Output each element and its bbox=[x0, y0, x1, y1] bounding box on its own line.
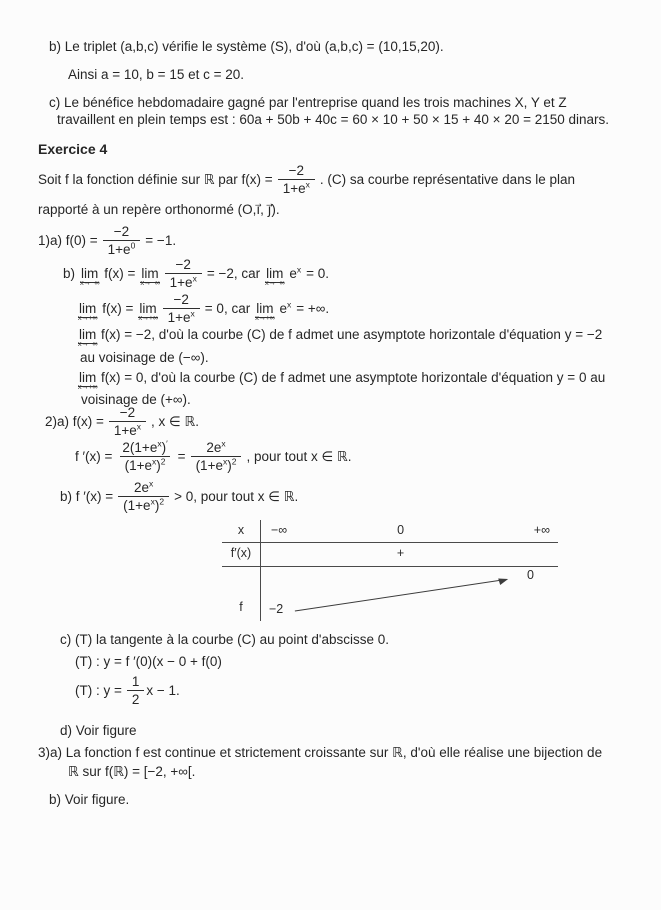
q1b-conclusion2: lim x→+∞ f(x) = 0, d'où la courbe (C) de f admet une asymptote horizontale d'équation y = 0 au bbox=[77, 370, 606, 391]
fraction: $\frac{-2}{1+e^x}$ bbox=[163, 292, 200, 325]
limit-operator: lim x→+∞ bbox=[255, 300, 275, 322]
q3b-line: b) Voir figure. bbox=[49, 792, 130, 807]
limit-subscript: x→−∞ bbox=[79, 277, 100, 287]
q3a-line2: ℝ sur f(ℝ) = [−2, +∞[. bbox=[68, 764, 196, 779]
variation-table-variation-row bbox=[222, 567, 558, 621]
q2a-derivative-line: f ′(x) = $\frac{2(1+e^x)'}{(1+e^x)^2}$ = $\frac{2e^x}{(1+e^x)^2}$ , pour tout x ∈ ℝ. bbox=[75, 438, 352, 473]
q1b-conclusion2b: voisinage de (+∞). bbox=[81, 392, 191, 407]
limit-subscript: x→+∞ bbox=[77, 312, 98, 322]
f-start-value: −2 bbox=[269, 602, 284, 616]
fraction: $\frac{2e^x}{(1+e^x)^2}$ bbox=[118, 480, 169, 513]
fraction: $\frac{2(1+e^x)'}{(1+e^x)^2}$ bbox=[117, 440, 172, 473]
variation-table-header-row bbox=[222, 520, 558, 543]
q1b-limit-line2: lim x→+∞ f(x) = lim x→+∞ $\frac{-2}{1+e^x}$ = 0, car lim x→+∞ $e^x$ = +∞. bbox=[77, 292, 330, 325]
q2b-line: b) f ′(x) = $\frac{2e^x}{(1+e^x)^2}$ > 0, pour tout x ∈ ℝ. bbox=[60, 478, 299, 513]
q1a-line bbox=[38, 224, 176, 257]
q2c-line1: c) (T) la tangente à la courbe (C) au point d'abscisse 0. bbox=[60, 632, 389, 647]
prev-c-line1: c) Le bénéfice hebdomadaire gagné par l'entreprise quand les trois machines X, Y et Z bbox=[49, 95, 567, 110]
limit-subscript: x→−∞ bbox=[265, 277, 285, 287]
limit-subscript: x→+∞ bbox=[77, 382, 98, 391]
prev-c-line2: travaillent en plein temps est : 60a + 50b + 40c = 60 × 10 + 50 × 15 + 40 × 20 = 2150 dinars. bbox=[57, 112, 610, 127]
limit-operator: lim x→−∞ bbox=[77, 327, 98, 348]
prev-ainsi-line: Ainsi a = 10, b = 15 et c = 20. bbox=[68, 67, 244, 82]
limit-subscript: x→+∞ bbox=[138, 312, 158, 322]
fraction: $\frac{-2}{1+e^x}$ bbox=[278, 163, 315, 196]
q3a-line1: 3)a) La fonction f est continue et strictement croissante sur ℝ, d'où elle réalise une bijection de bbox=[38, 745, 603, 760]
limit-subscript: x→−∞ bbox=[140, 277, 160, 287]
q1b-marker: b) bbox=[63, 266, 76, 282]
prev-b-line: b) Le triplet (a,b,c) vérifie le système (S), d'où (a,b,c) = (10,15,20). bbox=[49, 39, 444, 54]
intro-pre: Soit f la fonction définie sur ℝ par f(x) = bbox=[38, 172, 273, 188]
limit-subscript: x→−∞ bbox=[77, 339, 98, 348]
limit-operator: lim x→−∞ bbox=[140, 265, 160, 287]
limit-operator: lim x→+∞ bbox=[77, 370, 98, 391]
q2a-line1: 2)a) f(x) = $\frac{-2}{1+e^x}$ , x ∈ ℝ. bbox=[45, 405, 200, 438]
sign-plus: + bbox=[396, 546, 405, 560]
limit-operator: lim x→−∞ bbox=[265, 265, 285, 287]
q1a-post: = −1. bbox=[145, 233, 177, 249]
q1a-pre: 1)a) f(0) = bbox=[38, 233, 98, 249]
pos-infinity: +∞ bbox=[533, 523, 550, 537]
q2c-line2: (T) : y = f ′(0)(x − 0 + f(0) bbox=[75, 654, 222, 669]
neg-infinity: −∞ bbox=[271, 523, 288, 537]
variation-table bbox=[222, 520, 558, 621]
fraction: $\frac{-2}{1+e^0}$ bbox=[103, 224, 141, 257]
fraction: $\frac{1}{2}$ bbox=[127, 674, 145, 707]
intro-post: . (C) sa courbe représentative dans le plan bbox=[319, 172, 575, 188]
fraction: $\frac{-2}{1+e^x}$ bbox=[109, 405, 146, 438]
q1b-limit-line1: b) lim x→−∞ f(x) = lim x→−∞ $\frac{-2}{1+e^x}$ = −2, car lim x→−∞ $e^x$ = 0. bbox=[63, 257, 330, 290]
q1b-conclusion1b: au voisinage de (−∞). bbox=[80, 350, 209, 365]
exercise-title: Exercice 4 bbox=[38, 141, 108, 157]
intro-formula-line bbox=[38, 163, 575, 196]
limit-operator: lim x→−∞ bbox=[79, 265, 100, 287]
f-end-value: 0 bbox=[527, 568, 534, 582]
fraction: $\frac{2e^x}{(1+e^x)^2}$ bbox=[191, 440, 242, 473]
limit-operator: lim x→+∞ bbox=[77, 300, 98, 322]
fprime-label: f′(x) bbox=[222, 543, 261, 566]
limit-subscript: x→+∞ bbox=[255, 312, 275, 322]
intro-line2: rapporté à un repère orthonormé (O,i⃗, j⃗). bbox=[38, 202, 280, 217]
zero-tick: 0 bbox=[397, 523, 405, 537]
q1b-conclusion1: lim x→−∞ f(x) = −2, d'où la courbe (C) de f admet une asymptote horizontale d'équation y = −2 bbox=[77, 327, 603, 348]
q2c-line3: (T) : y = $\frac{1}{2}$ x − 1. bbox=[75, 674, 180, 707]
variation-table-sign-row bbox=[222, 543, 558, 567]
q2d-line: d) Voir figure bbox=[60, 723, 137, 738]
x-label: x bbox=[222, 520, 261, 542]
limit-operator: lim x→+∞ bbox=[138, 300, 158, 322]
increasing-arrow bbox=[261, 567, 558, 621]
f-label: f bbox=[222, 567, 261, 621]
fraction: $\frac{-2}{1+e^x}$ bbox=[165, 257, 202, 290]
